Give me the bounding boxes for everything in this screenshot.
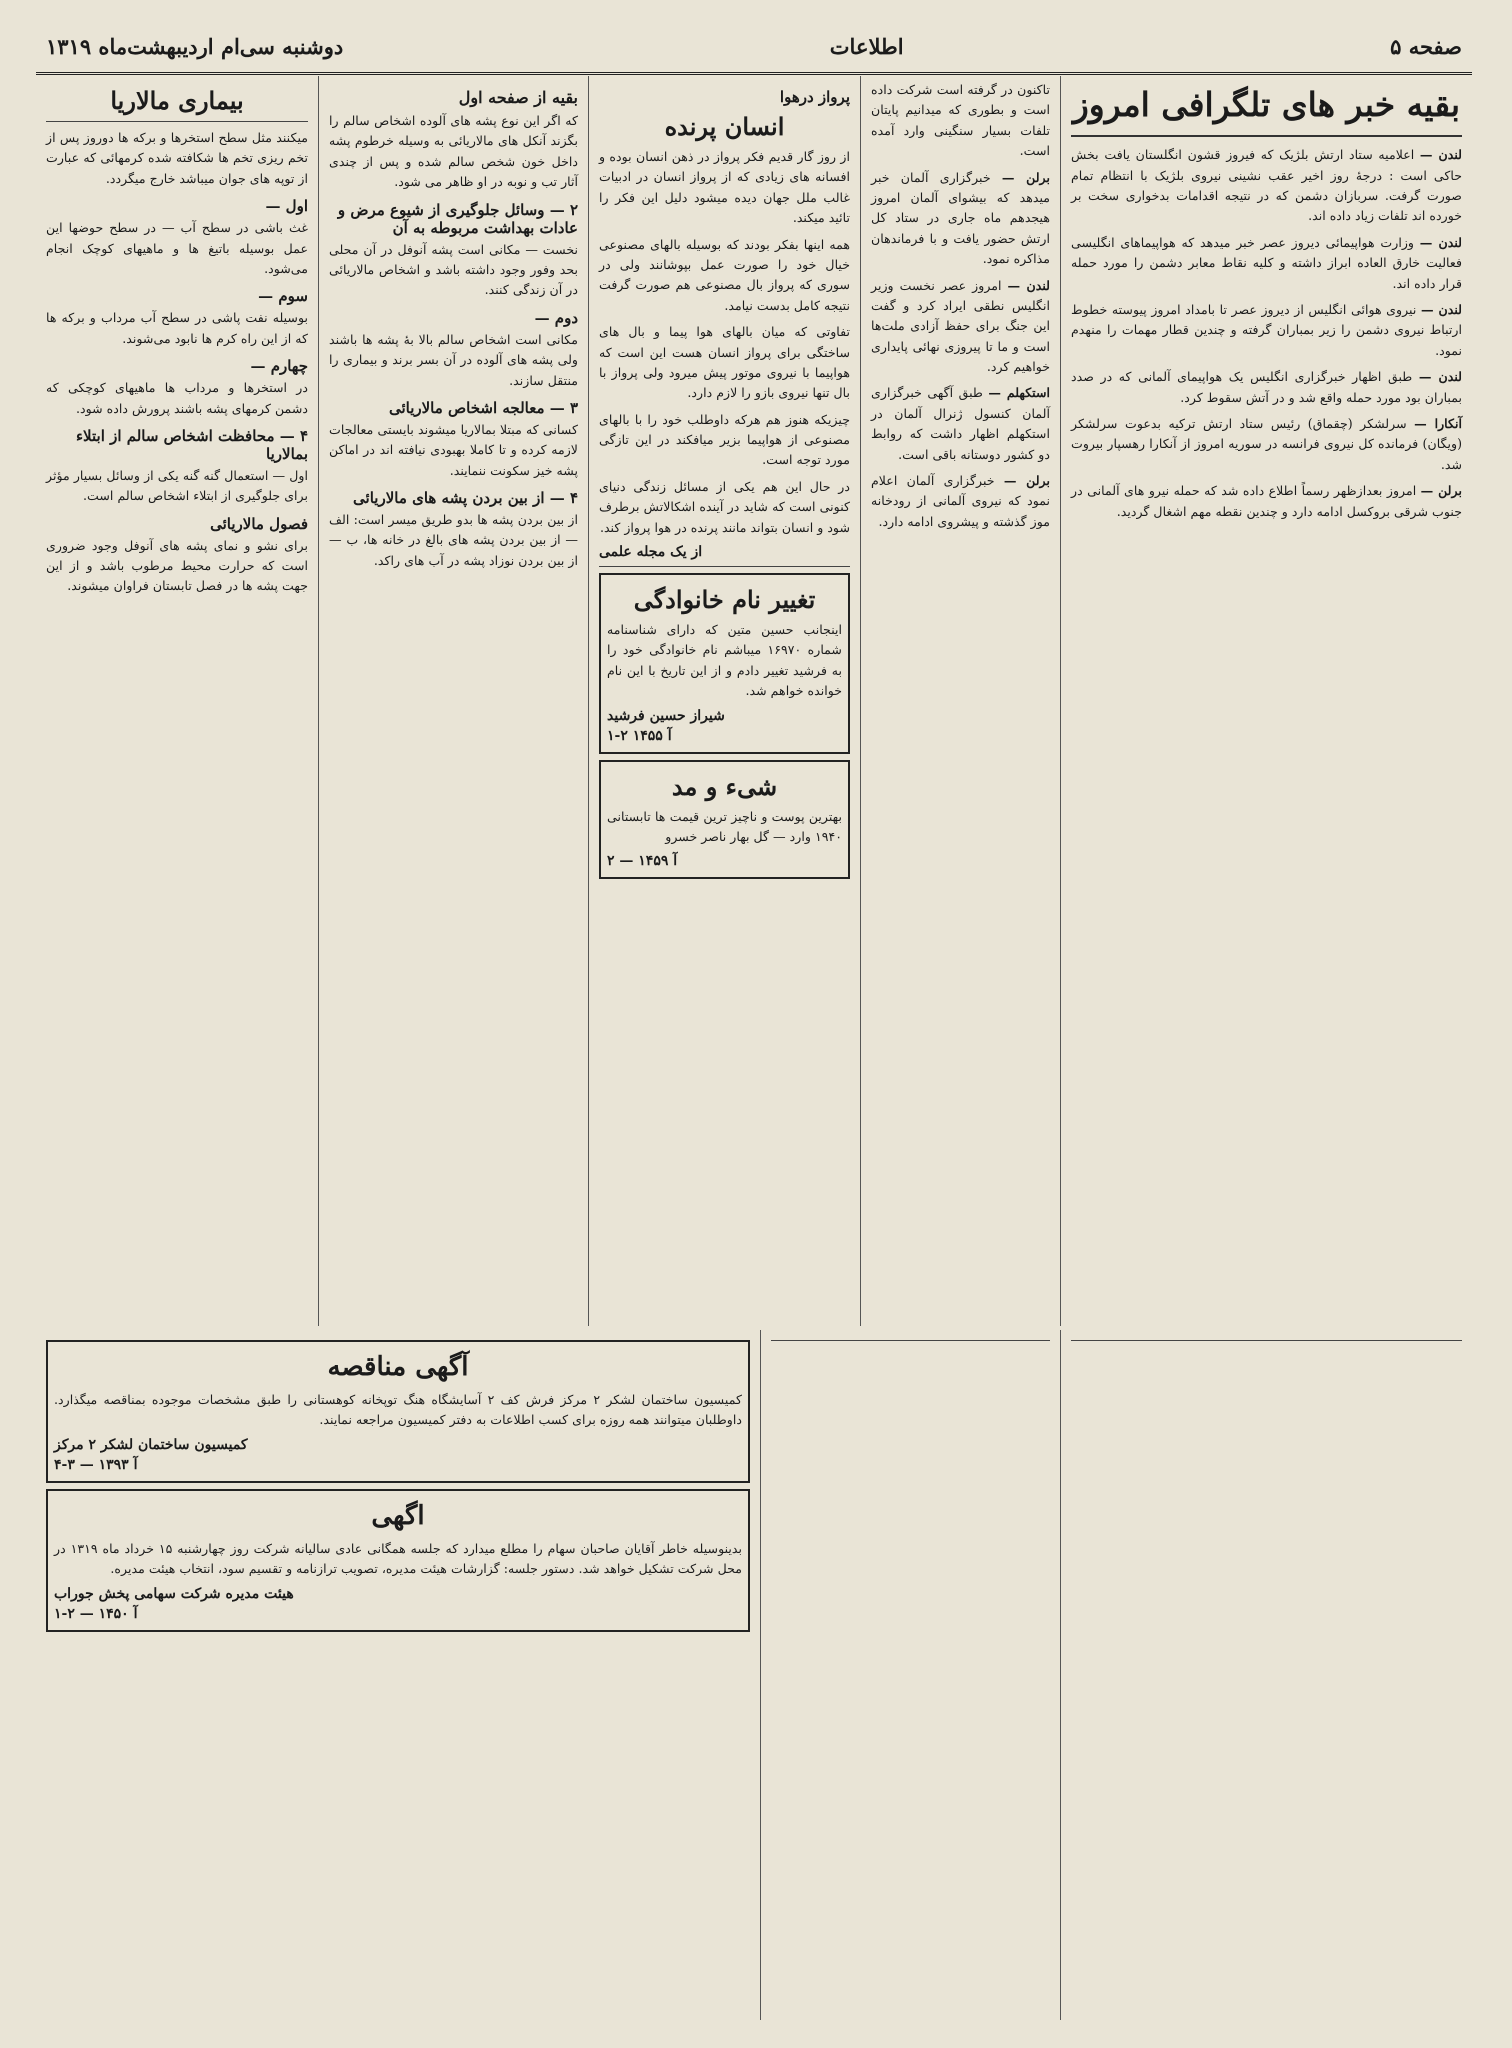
shareholder-notice bbox=[46, 1489, 750, 1632]
tender-text: کمیسیون ساختمان لشکر ۲ مرکز فرش کف ۲ آسایشگاه هنگ توپخانه کوهستانی را طبق مشخصات موجوده بمناقصه میگذارد. داوطلبان میتوانند همه روزه برای کسب اطلاعات به دفتر کمیسیون مراجعه نمایند. bbox=[54, 1392, 742, 1428]
notice-title: اگهی bbox=[371, 1500, 425, 1531]
malaria-continuation-column bbox=[318, 76, 588, 1326]
article-paragraph: تفاوتی که میان بالهای هوا پیما و بال های ساختگی برای پرواز انسان هست این است که هواپیما با نیروی موتور پیش میرود ولی پرواز با بال تنها نیروی بازو را لازم دارد. bbox=[599, 324, 850, 401]
news-item: لندن — طبق اظهار خبرگزاری انگلیس یک هواپیمای آلمانی که در صدد بمباران بود مورد حمله واقع شد و در آتش سقوط کرد. bbox=[1071, 369, 1462, 405]
divider bbox=[46, 121, 308, 122]
issue-date: دوشنبه سی‌ام اردیبهشت‌ماه ۱۳۱۹ bbox=[46, 33, 344, 59]
newspaper-name: اطلاعات bbox=[829, 33, 904, 59]
family-notice-text: اینجانب حسین متین که دارای شناسنامه شماره ۱۶۹۷۰ میباشم نام خانوادگی خود را به فرشید تغییر دادم و از این تاریخ با این نام خوانده خواهم شد. bbox=[607, 622, 842, 699]
article-source: از یک مجله علمی bbox=[599, 544, 703, 561]
news-item: لندن — نیروی هوائی انگلیس از دیروز عصر تا بامداد امروز پیوسته خطوط ارتباط نیروی دشمن را زیر بمباران گرفته و چندین قطار مهمات را منهدم نمود. bbox=[1071, 301, 1462, 358]
fashion-ad-text: بهترین پوست و ناچیز ترین قیمت ها تابستانی ۱۹۴۰ وارد — گل بهار ناصر خسرو bbox=[607, 808, 842, 844]
tender-signature: کمیسیون ساختمان لشکر ۲ مرکز bbox=[54, 1436, 248, 1453]
news-item: برلن — امروز بعدازظهر رسماً اطلاع داده شد که حمله نیرو های آلمانی در جنوب شرقی بروکسل ادامه دارد و چندین نقطه مهم اشغال گردید. bbox=[1071, 483, 1462, 519]
malaria-headline: بیماری مالاریا bbox=[110, 86, 244, 115]
section-text: نخست — مکانی است پشه آنوفل در آن محلی بحد وفور وجود داشته باشد و اشخاص مالاریائی در آن زندگی کنند. bbox=[329, 241, 578, 298]
news-item: لندن — اعلامیه ستاد ارتش بلژیک که فیروز قشون انگلستان یافت بخش حاکی است : درجهٔ روز اخیر عقب نشینی نیروی بلژیک با انتظام تمام صورت گرفت. سربازان دشمن که در نتیجه اقدامات بدخواری سخت بر خورده اند تلفات زیاد داده اند. bbox=[1071, 147, 1462, 224]
section-title: فصول مالاریائی bbox=[210, 514, 308, 533]
article-paragraph: از روز گار قدیم فکر پرواز در ذهن انسان بوده و افسانه های زیادی که از پرواز انسان در ادبیات غالب ملل جهان دیده میشود دلیل این فکر را تائید میکند. bbox=[599, 149, 850, 226]
fashion-ad-title: شیء و مد bbox=[671, 771, 778, 801]
divider bbox=[771, 1340, 1050, 1341]
family-name-notice bbox=[599, 573, 850, 754]
article-paragraph: میکنند مثل سطح استخرها و برکه ها دوروز پس از تخم ریزی تخم ها شکافته شده کرمهائی که عبارت از توپه های جوان میباشد خارج میگردد. bbox=[46, 130, 308, 186]
notice-signature: هیئت مدیره شرکت سهامی پخش جوراب bbox=[54, 1585, 294, 1602]
masthead bbox=[36, 26, 1472, 75]
divider bbox=[1071, 1340, 1462, 1341]
article-paragraph: که اگر این نوع پشه های آلوده اشخاص سالم را بگزند آنکل های مالاریائی به وسیله خرطوم پشه داخل خون شخص سالم شده و پس از چندی آثار تب و نوبه در او ظاهر می شود. bbox=[329, 113, 578, 190]
section-text: کسانی که مبتلا بمالاریا میشوند بایستی معالجات لازمه کرده و تا کاملا بهبودی نیافته اند در اماکن پشه خیز سکونت ننمایند. bbox=[329, 421, 578, 478]
fashion-ad bbox=[599, 760, 850, 880]
section-title: ۴ — محافظت اشخاص سالم از ابتلاء بمالاریا bbox=[76, 426, 308, 463]
flying-man-column bbox=[588, 76, 860, 1326]
section-text: از بین بردن پشه ها بدو طریق میسر است: الف — از بین بردن پشه های بالغ در خانه ها، ب — از بین بردن نوزاد پشه در آب های راکد. bbox=[329, 512, 578, 568]
news-continuation-column bbox=[860, 76, 1060, 1326]
section-title: ۳ — معالجه اشخاص مالاریائی bbox=[388, 398, 578, 417]
article-headline: انسان پرنده bbox=[664, 112, 785, 141]
section-title: چهارم — bbox=[250, 357, 308, 376]
malaria-column bbox=[36, 76, 318, 1326]
notice-text: بدینوسیله خاطر آقایان صاحبان سهام را مطلع میدارد که جلسه همگانی عادی سالیانه شرکت روز چهارشنبه ۱۵ خرداد ماه ۱۳۱۹ در محل شرکت تشکیل خواهد شد. دستور جلسه: گزارشات هیئت مدیره، تصویب ترازنامه و تقسیم سود، انتخاب هیئت مدیره. bbox=[54, 1540, 742, 1577]
section-text: غث باشی در سطح آب — در سطح حوضها این عمل بوسیله باتیغ ها و ماهیهای کوچک انجام می‌شود. bbox=[46, 220, 308, 276]
news-item: برلن — خبرگزاری آلمان اعلام نمود که نیروی آلمانی از رودخانه موز گذشته و پیشروی ادامه دارد. bbox=[871, 473, 1050, 529]
tender-ad bbox=[46, 1340, 750, 1483]
telegraph-headline: بقیه خبر های تلگرافی امروز bbox=[1071, 80, 1462, 137]
family-notice-signature: شیراز حسین فرشید bbox=[607, 707, 725, 724]
family-notice-code: آ ۱۴۵۵ ۲-۱ bbox=[607, 727, 672, 744]
fashion-ad-code: آ ۱۴۵۹ — ۲ bbox=[607, 853, 678, 870]
lower-news-column bbox=[1060, 1330, 1472, 2020]
page-number: صفحه ۵ bbox=[1390, 33, 1462, 59]
ads-area bbox=[36, 1330, 760, 2020]
telegraph-news-column bbox=[1060, 76, 1472, 1326]
family-notice-title: تغییر نام خانوادگی bbox=[633, 585, 816, 615]
continued-from-label: بقیه از صفحه اول bbox=[458, 88, 578, 107]
section-title: سوم — bbox=[258, 287, 308, 306]
section-title: دوم — bbox=[534, 308, 578, 327]
news-item: لندن — امروز عصر نخست وزیر انگلیس نطقی ایراد کرد و گفت این جنگ برای حفظ آزادی ملت‌ها است و ما تا پیروزی نهائی پایداری خواهیم کرد. bbox=[871, 277, 1050, 375]
article-paragraph: همه اینها بفکر بودند که بوسیله بالهای مصنوعی خیال خود را صورت عمل بپوشانند ولی در سوری که پرواز بال مصنوعی هم صورت گرفت نتیجه کامل بدست نیامد. bbox=[599, 236, 850, 313]
article-paragraph: چیزیکه هنوز هم هرکه داوطلب خود را با بالهای مصنوعی از هواپیما بزیر میافکند در این تازگی مورد توجه است. bbox=[599, 411, 850, 468]
article-paragraph: در حال این هم یکی از مسائل زندگی دنیای کنونی است که شاید در آینده اشکالاتش برطرف شود و انسان بتواند مانند پرنده در هوا پرواز کند. bbox=[599, 478, 850, 535]
section-title: ۲ — وسائل جلوگیری از شیوع مرض و عادات بهداشت مربوطه به آن bbox=[337, 200, 578, 237]
news-item: تاکنون در گرفته است شرکت داده است و بطوری که میدانیم پایتان تلفات بسیار سنگینی وارد آمده است. bbox=[871, 82, 1050, 159]
news-item: برلن — خبرگزاری آلمان خبر میدهد که بیشوای آلمان امروز هیجدهم ماه جاری در ستاد کل ارتش حضور یافت و با فرماندهان مذاکره نمود. bbox=[871, 169, 1050, 267]
section-text: اول — استعمال گنه گنه یکی از وسائل بسیار مؤثر برای جلوگیری از ابتلاء اشخاص سالم است. bbox=[46, 467, 308, 504]
news-item: استکهلم — طبق آگهی خبرگزاری آلمان کنسول ژنرال آلمان در استکهلم اظهار داشت که روابط دو کشور دوستانه باقی است. bbox=[871, 385, 1050, 462]
section-text: در استخرها و مرداب ها ماهیهای کوچکی که دشمن کرمهای پشه باشند پرورش داده شود. bbox=[46, 380, 308, 416]
section-text: برای نشو و نمای پشه های آنوفل وجود ضروری است که حرارت محیط مرطوب باشد و از این جهت پشه ها در فصل تابستان فراوان میشوند. bbox=[46, 537, 308, 594]
section-text: مکانی است اشخاص سالم بالا بهٔ پشه ها باشند ولی پشه های آلوده در آن بسر برند و بیماری را منتقل سازند. bbox=[329, 331, 578, 388]
article-kicker: پرواز درهوا bbox=[779, 88, 850, 106]
notice-code: آ ۱۴۵۰ — ۲-۱ bbox=[54, 1605, 138, 1622]
upper-columns bbox=[36, 76, 1472, 1326]
lower-middle-column bbox=[760, 1330, 1060, 2020]
section-text: بوسیله نفت پاشی در سطح آب مرداب و برکه ها که از این راه کرم ها نابود می‌شوند. bbox=[46, 310, 308, 346]
lower-section bbox=[36, 1330, 1472, 2020]
section-title: ۴ — از بین بردن پشه های مالاریائی bbox=[353, 489, 578, 508]
news-item: آنکارا — سرلشکر (چقماق) رئیس ستاد ارتش ترکیه بدعوت سرلشکر (ویگان) فرمانده کل نیروی فرانسه در سوریه امروز از آنکارا رهسپار بیروت شد. bbox=[1071, 415, 1462, 472]
news-item: لندن — وزارت هواپیمائی دیروز عصر خبر میدهد که هواپیماهای انگلیسی فعالیت خارق العاده ابراز داشته و کلیه نقاط معابر دشمن را مورد حمله قرار داده اند. bbox=[1071, 234, 1462, 291]
section-title: اول — bbox=[265, 197, 308, 216]
tender-code: آ ۱۳۹۳ — ۳-۴ bbox=[54, 1456, 138, 1473]
tender-title: آگهی مناقصه bbox=[327, 1352, 469, 1382]
divider bbox=[599, 566, 850, 567]
